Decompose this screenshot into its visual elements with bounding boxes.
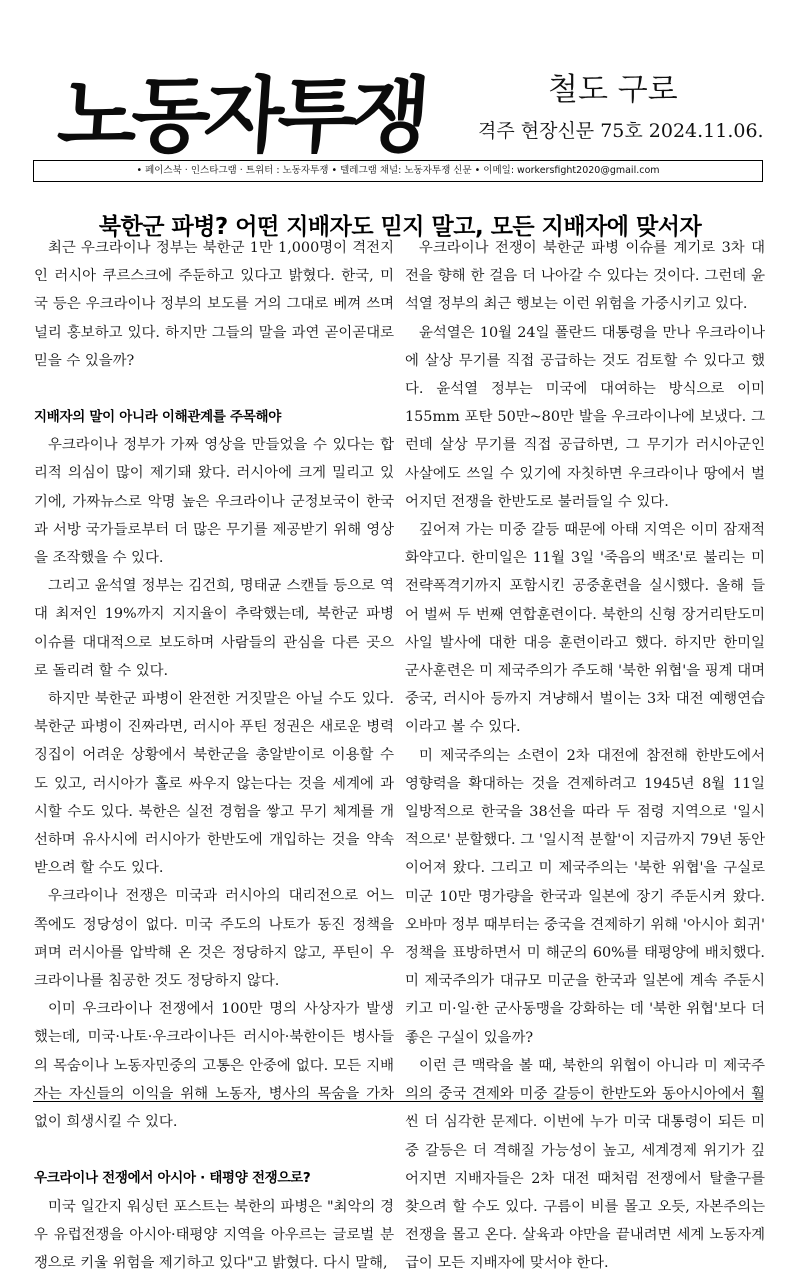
paragraph: 최근 우크라이나 정부는 북한군 1만 1,000명이 격전지인 러시아 쿠르스크에 주둔하고 있다고 밝혔다. 한국, 미국 등은 우크라이나 정부의 보도를 거의 그대로 베껴 쓰며 널리 홍보하고 있다. 하지만 그들의 말을 과연 곧이곧대로 믿을 수 있을까? [34,240,394,369]
issue-info: 격주 현장신문 75호 2024.11.06. [478,120,764,142]
article-column-right [405,234,765,1278]
spacer [34,375,394,403]
paragraph: 미국 일간지 워싱턴 포스트는 북한의 파병은 "최악의 경우 유럽전쟁을 아시아·태평양 지역을 아우르는 글로벌 분쟁으로 키울 위험을 제기하고 있다"고 밝혔다. 다시 말해, [34,1198,394,1271]
article-column-left [34,234,394,1277]
paragraph: 우크라이나 정부가 가짜 영상을 만들었을 수 있다는 합리적 의심이 많이 제기돼 왔다. 러시아에 크게 밀리고 있기에, 가짜뉴스로 악명 높은 우크라이나 군정보국이 한국과 서방 국가들로부터 더 많은 무기를 제공받기 위해 영상을 조작했을 수 있다. [34,437,394,567]
masthead-logo [54,62,438,172]
edition-label: 철도 구로 [548,72,678,108]
contact-bar: • 페이스북 · 인스타그램 · 트위터 : 노동자투쟁 • 텔레그램 채널: 노동자투쟁 신문 • 이메일: workersfight2020@gmail.com [33,160,763,182]
article-headline: 북한군 파병? 어떤 지배자도 믿지 말고, 모든 지배자에 맞서자 [98,214,702,241]
paragraph: 이런 큰 맥락을 볼 때, 북한의 위협이 아니라 미 제국주의의 중국 견제와 미중 갈등이 한반도와 동아시아에서 훨씬 더 심각한 문제다. 이번에 누가 미국 대통령이 되든 미중 갈등은 더 격해질 가능성이 높고, 세계경제 위기가 깊어지면 지배자들은 2차 대전 때처럼 전쟁에서 탈출구를 찾으려 할 수도 있다. 구름이 비를 몰고 오듯, 자본주의는 전쟁을 몰고 온다. 살육과 야만을 끝내려면 세계 노동자계급이 모든 지배자에 맞서야 한다. [405,1057,765,1272]
paragraph: 하지만 북한군 파병이 완전한 거짓말은 아닐 수도 있다. 북한군 파병이 진짜라면, 러시아 푸틴 정권은 새로운 병력 징집이 어려운 상황에서 북한군을 총알받이로 이용할 수도 있고, 러시아가 홀로 싸우지 않는다는 것을 세계에 과시할 수도 있다. 북한은 실전 경험을 쌓고 무기 체계를 개선하며 유사시에 러시아가 한반도에 개입하는 것을 약속받으려 할 수도 있다. [34,691,394,877]
masthead-title: 노동자투쟁 [54,69,428,164]
paragraph: 미 제국주의는 소련이 2차 대전에 참전해 한반도에서 영향력을 확대하는 것을 견제하려고 1945년 8월 11일 일방적으로 한국을 38선을 따라 두 점령 지역으로 '일시적으로' 분할했다. 그 '일시적 분할'이 지금까지 79년 동안 이어져 왔다. 그리고 미 제국주의는 '북한 위협'을 구실로 미군 10만 명가량을 한국과 일본에 장기 주둔시켜 왔다. 오바마 정부 때부터는 중국을 견제하기 위해 '아시아 회귀' 정책을 표방하면서 미 해군의 60%를 태평양에 배치했다. 미 제국주의가 대규모 미군을 한국과 일본에 계속 주둔시키고 미·일·한 군사동맹을 강화하는 데 '북한 위협'보다 더 좋은 구실이 있을까? [405,747,765,1046]
spacer [34,1136,394,1164]
paragraph: 깊어져 가는 미중 갈등 때문에 아태 지역은 이미 잠재적 화약고다. 한미일은 11월 3일 '죽음의 백조'로 불리는 미 전략폭격기까지 포함시킨 공중훈련을 실시했다. 올해 들어 벌써 두 번째 연합훈련이다. 북한의 신형 장거리탄도미사일 발사에 대한 대응 훈련이라고 했다. 하지만 한미일 군사훈련은 미 제국주의가 주도해 '북한 위협'을 핑계 대며 중국, 러시아 등까지 겨냥해서 벌이는 3차 대전 예행연습이라고 볼 수 있다. [405,522,765,736]
paragraph: 윤석열은 10월 24일 폴란드 대통령을 만나 우크라이나에 살상 무기를 직접 공급하는 것도 검토할 수 있다고 했다. 윤석열 정부는 미국에 대여하는 방식으로 이미 155mm 포탄 50만~80만 발을 우크라이나에 보냈다. 그런데 살상 무기를 직접 공급하면, 그 무기가 러시아군인 사살에도 쓰일 수 있기에 자칫하면 우크라이나 땅에서 벌어지던 전쟁을 한반도로 불러들일 수 있다. [405,324,765,510]
paragraph: 우크라이나 전쟁은 미국과 러시아의 대리전으로 어느 쪽에도 정당성이 없다. 미국 주도의 나토가 동진 정책을 펴며 러시아를 압박해 온 것은 정당하지 않고, 푸틴이 우크라이나를 침공한 것도 정당하지 않다. [34,888,394,990]
section-heading: 우크라이나 전쟁에서 아시아 · 태평양 전쟁으로? [34,1170,311,1187]
paragraph: 이미 우크라이나 전쟁에서 100만 명의 사상자가 발생했는데, 미국·나토·우크라이나든 러시아·북한이든 병사들의 목숨이나 노동자민중의 고통은 안중에 없다. 모든 지배자는 자신들의 이익을 위해 노동자, 병사의 목숨을 가차 없이 희생시킬 수 있다. [34,1001,394,1131]
paragraph: 우크라이나 전쟁이 북한군 파병 이슈를 계기로 3차 대전을 향해 한 걸음 더 나아갈 수 있다는 것이다. 그런데 윤석열 정부의 최근 행보는 이런 위험을 가중시키고 있다. [405,240,765,313]
paragraph: 그리고 윤석열 정부는 김건희, 명태균 스캔들 등으로 역대 최저인 19%까지 지지율이 추락했는데, 북한군 파병 이슈를 대대적으로 보도하며 사람들의 관심을 다른 곳으로 돌리려 할 수 있다. [34,578,394,679]
bottom-rule [33,1101,763,1102]
section-heading: 지배자의 말이 아니라 이해관계를 주목해야 [34,409,281,426]
